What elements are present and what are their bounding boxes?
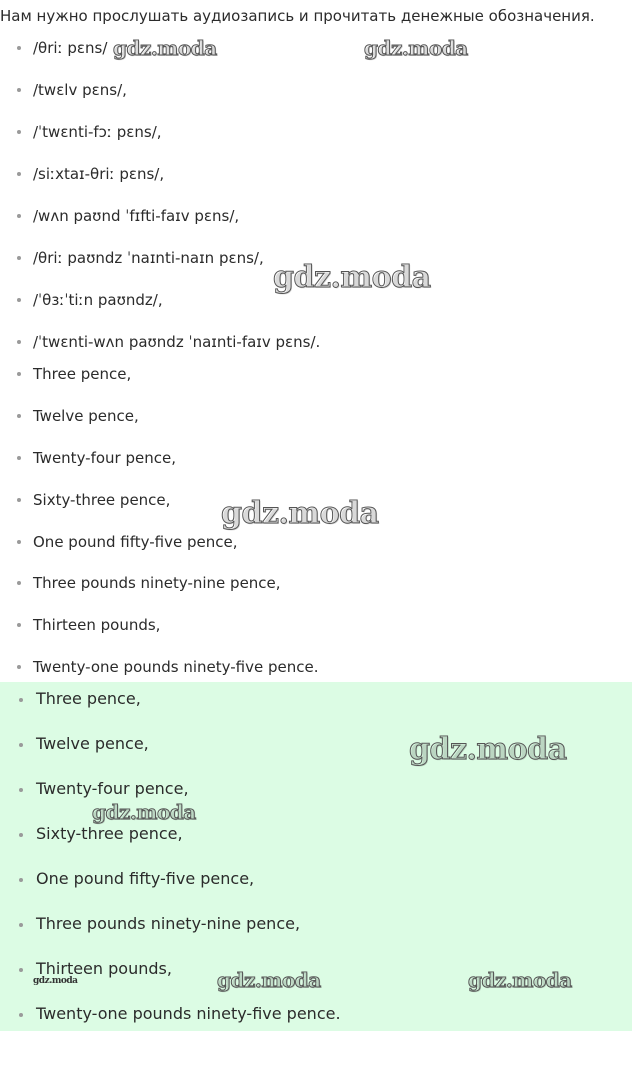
word-text: Three pounds ninety-nine pence, [33, 574, 281, 592]
answer-text: Twelve pence, [36, 734, 149, 753]
bullet [17, 298, 21, 302]
bullet [17, 498, 21, 502]
watermark: gdz.moda [217, 968, 321, 992]
list-item [0, 868, 632, 890]
word-text: One pound fifty-five pence, [33, 533, 238, 551]
bullet [17, 340, 21, 344]
bullet [17, 665, 21, 669]
transcription-text: /θriː paʊndz ˈnaɪnti-naɪn pɛns/, [33, 249, 264, 267]
watermark: gdz.moda [409, 732, 567, 767]
bullet [17, 414, 21, 418]
bullet [19, 968, 23, 972]
watermark: gdz.moda [33, 976, 78, 986]
word-text: Twenty-four pence, [33, 449, 176, 467]
bullet [17, 372, 21, 376]
watermark: gdz.moda [273, 260, 431, 295]
bullet [17, 172, 21, 176]
answer-text: Three pence, [36, 689, 141, 708]
bullet [17, 540, 21, 544]
bullet [19, 923, 23, 927]
list-item [0, 363, 632, 385]
list-item [0, 656, 632, 678]
answer-text: One pound fifty-five pence, [36, 869, 255, 888]
transcription-text: /ˈθɜːˈtiːn paʊndz/, [33, 291, 163, 309]
bullet [19, 788, 23, 792]
list-item [0, 447, 632, 469]
word-text: Twelve pence, [33, 407, 139, 425]
answer-text: Sixty-three pence, [36, 824, 183, 843]
list-item [0, 531, 632, 553]
watermark: gdz.moda [364, 36, 468, 60]
list-item [0, 79, 632, 101]
list-item [0, 1003, 632, 1025]
transcription-text: /ˈtwɛnti-fɔː pɛns/, [33, 123, 162, 141]
bullet [17, 214, 21, 218]
watermark: gdz.moda [92, 800, 196, 824]
bullet [19, 1013, 23, 1017]
bullet [17, 130, 21, 134]
word-text: Twenty-one pounds ninety-five pence. [33, 658, 319, 676]
answer-text: Twenty-one pounds ninety-five pence. [36, 1004, 341, 1023]
watermark: gdz.moda [468, 968, 572, 992]
list-item [0, 121, 632, 143]
word-text: Three pence, [33, 365, 132, 383]
intro-text: Нам нужно прослушать аудиозапись и прочитать денежные обозначения. [0, 7, 595, 25]
bullet [19, 743, 23, 747]
bullet [19, 698, 23, 702]
bullet [17, 46, 21, 50]
list-item [0, 37, 632, 59]
bullet [17, 456, 21, 460]
answer-text: Twenty-four pence, [36, 779, 189, 798]
list-item [0, 163, 632, 185]
list-item [0, 572, 632, 594]
bullet [17, 581, 21, 585]
list-item [0, 405, 632, 427]
transcription-text: /θriː pɛns/ [33, 39, 108, 57]
answer-text: Three pounds ninety-nine pence, [36, 914, 301, 933]
list-item [0, 614, 632, 636]
list-item [0, 913, 632, 935]
bullet [17, 88, 21, 92]
bullet [17, 256, 21, 260]
word-text: Thirteen pounds, [33, 616, 161, 634]
watermark: gdz.moda [221, 496, 379, 531]
bullet [17, 623, 21, 627]
list-item [0, 688, 632, 710]
list-item [0, 205, 632, 227]
list-item [0, 331, 632, 353]
answer-text: Thirteen pounds, [36, 959, 172, 978]
watermark: gdz.moda [113, 36, 217, 60]
bullet [19, 878, 23, 882]
transcription-text: /wʌn paʊnd ˈfɪfti-faɪv pɛns/, [33, 207, 240, 225]
transcription-text: /twɛlv pɛns/, [33, 81, 127, 99]
list-item [0, 778, 632, 800]
transcription-text: /ˈtwɛnti-wʌn paʊndz ˈnaɪnti-faɪv pɛns/. [33, 333, 321, 351]
list-item [0, 823, 632, 845]
transcription-text: /siːxtaɪ-θriː pɛns/, [33, 165, 165, 183]
bullet [19, 833, 23, 837]
word-text: Sixty-three pence, [33, 491, 171, 509]
